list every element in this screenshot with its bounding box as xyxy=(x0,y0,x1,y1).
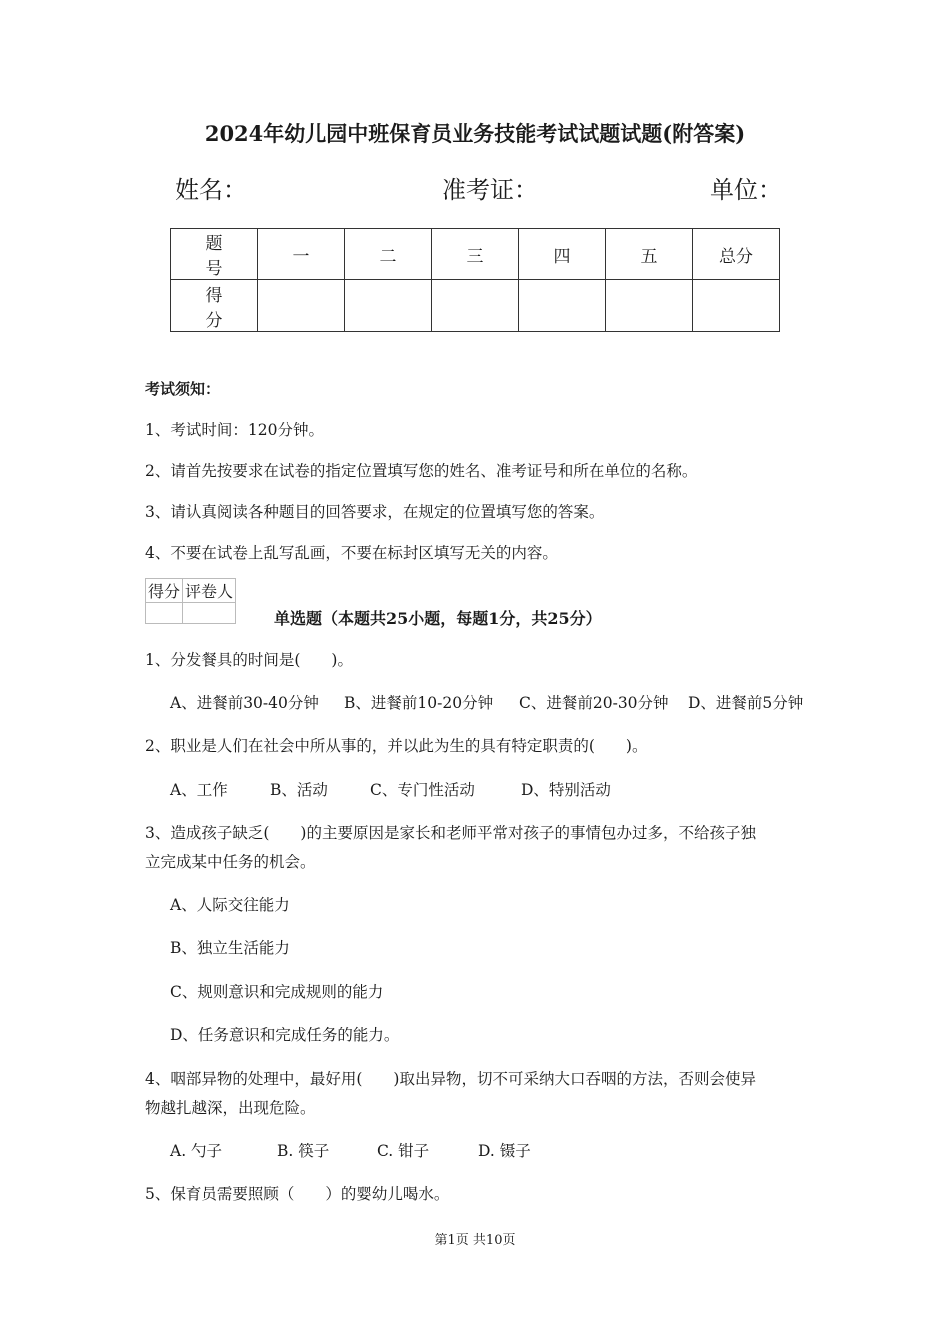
score-table-score-label: 得 分 xyxy=(171,280,258,332)
option-d[interactable]: D. 镊子 xyxy=(478,1142,531,1160)
score-cell[interactable] xyxy=(345,280,432,332)
option-b[interactable]: B、活动 xyxy=(270,781,328,799)
option-a[interactable]: A、人际交往能力 xyxy=(170,896,290,914)
score-table-header-cell: 总分 xyxy=(693,229,780,280)
question-text: 1、分发餐具的时间是( )。 xyxy=(145,651,353,669)
question-text-continued: 立完成某中任务的机会。 xyxy=(145,853,316,871)
score-table-header-cell: 二 xyxy=(345,229,432,280)
score-table-header-label: 题 号 xyxy=(171,229,258,280)
grader-reviewer-label: 评卷人 xyxy=(183,579,236,603)
question-text: 2、职业是人们在社会中所从事的，并以此为生的具有特定职责的( )。 xyxy=(145,737,648,755)
option-b[interactable]: B、独立生活能力 xyxy=(170,939,290,957)
score-cell[interactable] xyxy=(519,280,606,332)
score-table-score-row xyxy=(171,280,780,332)
name-field-label: 姓名： xyxy=(175,176,247,204)
option-c[interactable]: C、进餐前20-30分钟 xyxy=(519,694,669,712)
grader-box xyxy=(145,578,236,624)
page-footer: 第1页 共10页 xyxy=(434,1233,516,1248)
notice-item: 2、请首先按要求在试卷的指定位置填写您的姓名、准考证号和所在单位的名称。 xyxy=(145,462,698,480)
option-d[interactable]: D、任务意识和完成任务的能力。 xyxy=(170,1026,400,1044)
score-cell[interactable] xyxy=(606,280,693,332)
question-text: 3、造成孩子缺乏( )的主要原因是家长和老师平常对孩子的事情包办过多，不给孩子独 xyxy=(145,824,756,842)
notice-item: 1、考试时间：120分钟。 xyxy=(145,421,324,439)
option-a[interactable]: A. 勺子 xyxy=(170,1142,223,1160)
grader-score-cell[interactable] xyxy=(146,603,183,624)
grader-reviewer-cell[interactable] xyxy=(183,603,236,624)
score-cell[interactable] xyxy=(432,280,519,332)
option-c[interactable]: C、规则意识和完成规则的能力 xyxy=(170,983,384,1001)
score-table-header-cell: 一 xyxy=(258,229,345,280)
score-table-header-cell: 五 xyxy=(606,229,693,280)
option-a[interactable]: A、进餐前30-40分钟 xyxy=(170,694,319,712)
option-row xyxy=(170,691,319,713)
exam-id-field-label: 准考证： xyxy=(442,176,538,204)
page-title: 2024年幼儿园中班保育员业务技能考试试题试题(附答案) xyxy=(204,121,746,146)
notice-title: 考试须知： xyxy=(145,380,221,398)
score-cell[interactable] xyxy=(693,280,780,332)
option-c[interactable]: C、专门性活动 xyxy=(370,781,475,799)
notice-item: 3、请认真阅读各种题目的回答要求，在规定的位置填写您的答案。 xyxy=(145,503,605,521)
score-table-header-cell: 三 xyxy=(432,229,519,280)
option-b[interactable]: B、进餐前10-20分钟 xyxy=(344,694,494,712)
score-table xyxy=(170,228,780,332)
question-text: 4、咽部异物的处理中，最好用( )取出异物，切不可采纳大口吞咽的方法，否则会使异 xyxy=(145,1070,756,1088)
unit-field-label: 单位： xyxy=(710,176,782,204)
question-text-continued: 物越扎越深，出现危险。 xyxy=(145,1099,316,1117)
option-b[interactable]: B. 筷子 xyxy=(277,1142,330,1160)
option-d[interactable]: D、进餐前5分钟 xyxy=(688,694,804,712)
section-title: 单选题（本题共25小题，每题1分，共25分） xyxy=(274,609,602,628)
option-d[interactable]: D、特别活动 xyxy=(521,781,611,799)
option-c[interactable]: C. 钳子 xyxy=(377,1142,430,1160)
question-text: 5、保育员需要照顾（ ）的婴幼儿喝水。 xyxy=(145,1185,450,1203)
score-cell[interactable] xyxy=(258,280,345,332)
score-table-header-row xyxy=(171,229,780,280)
option-a[interactable]: A、工作 xyxy=(170,781,228,799)
score-table-header-cell: 四 xyxy=(519,229,606,280)
grader-score-label: 得分 xyxy=(146,579,183,603)
notice-item: 4、不要在试卷上乱写乱画，不要在标封区填写无关的内容。 xyxy=(145,544,558,562)
